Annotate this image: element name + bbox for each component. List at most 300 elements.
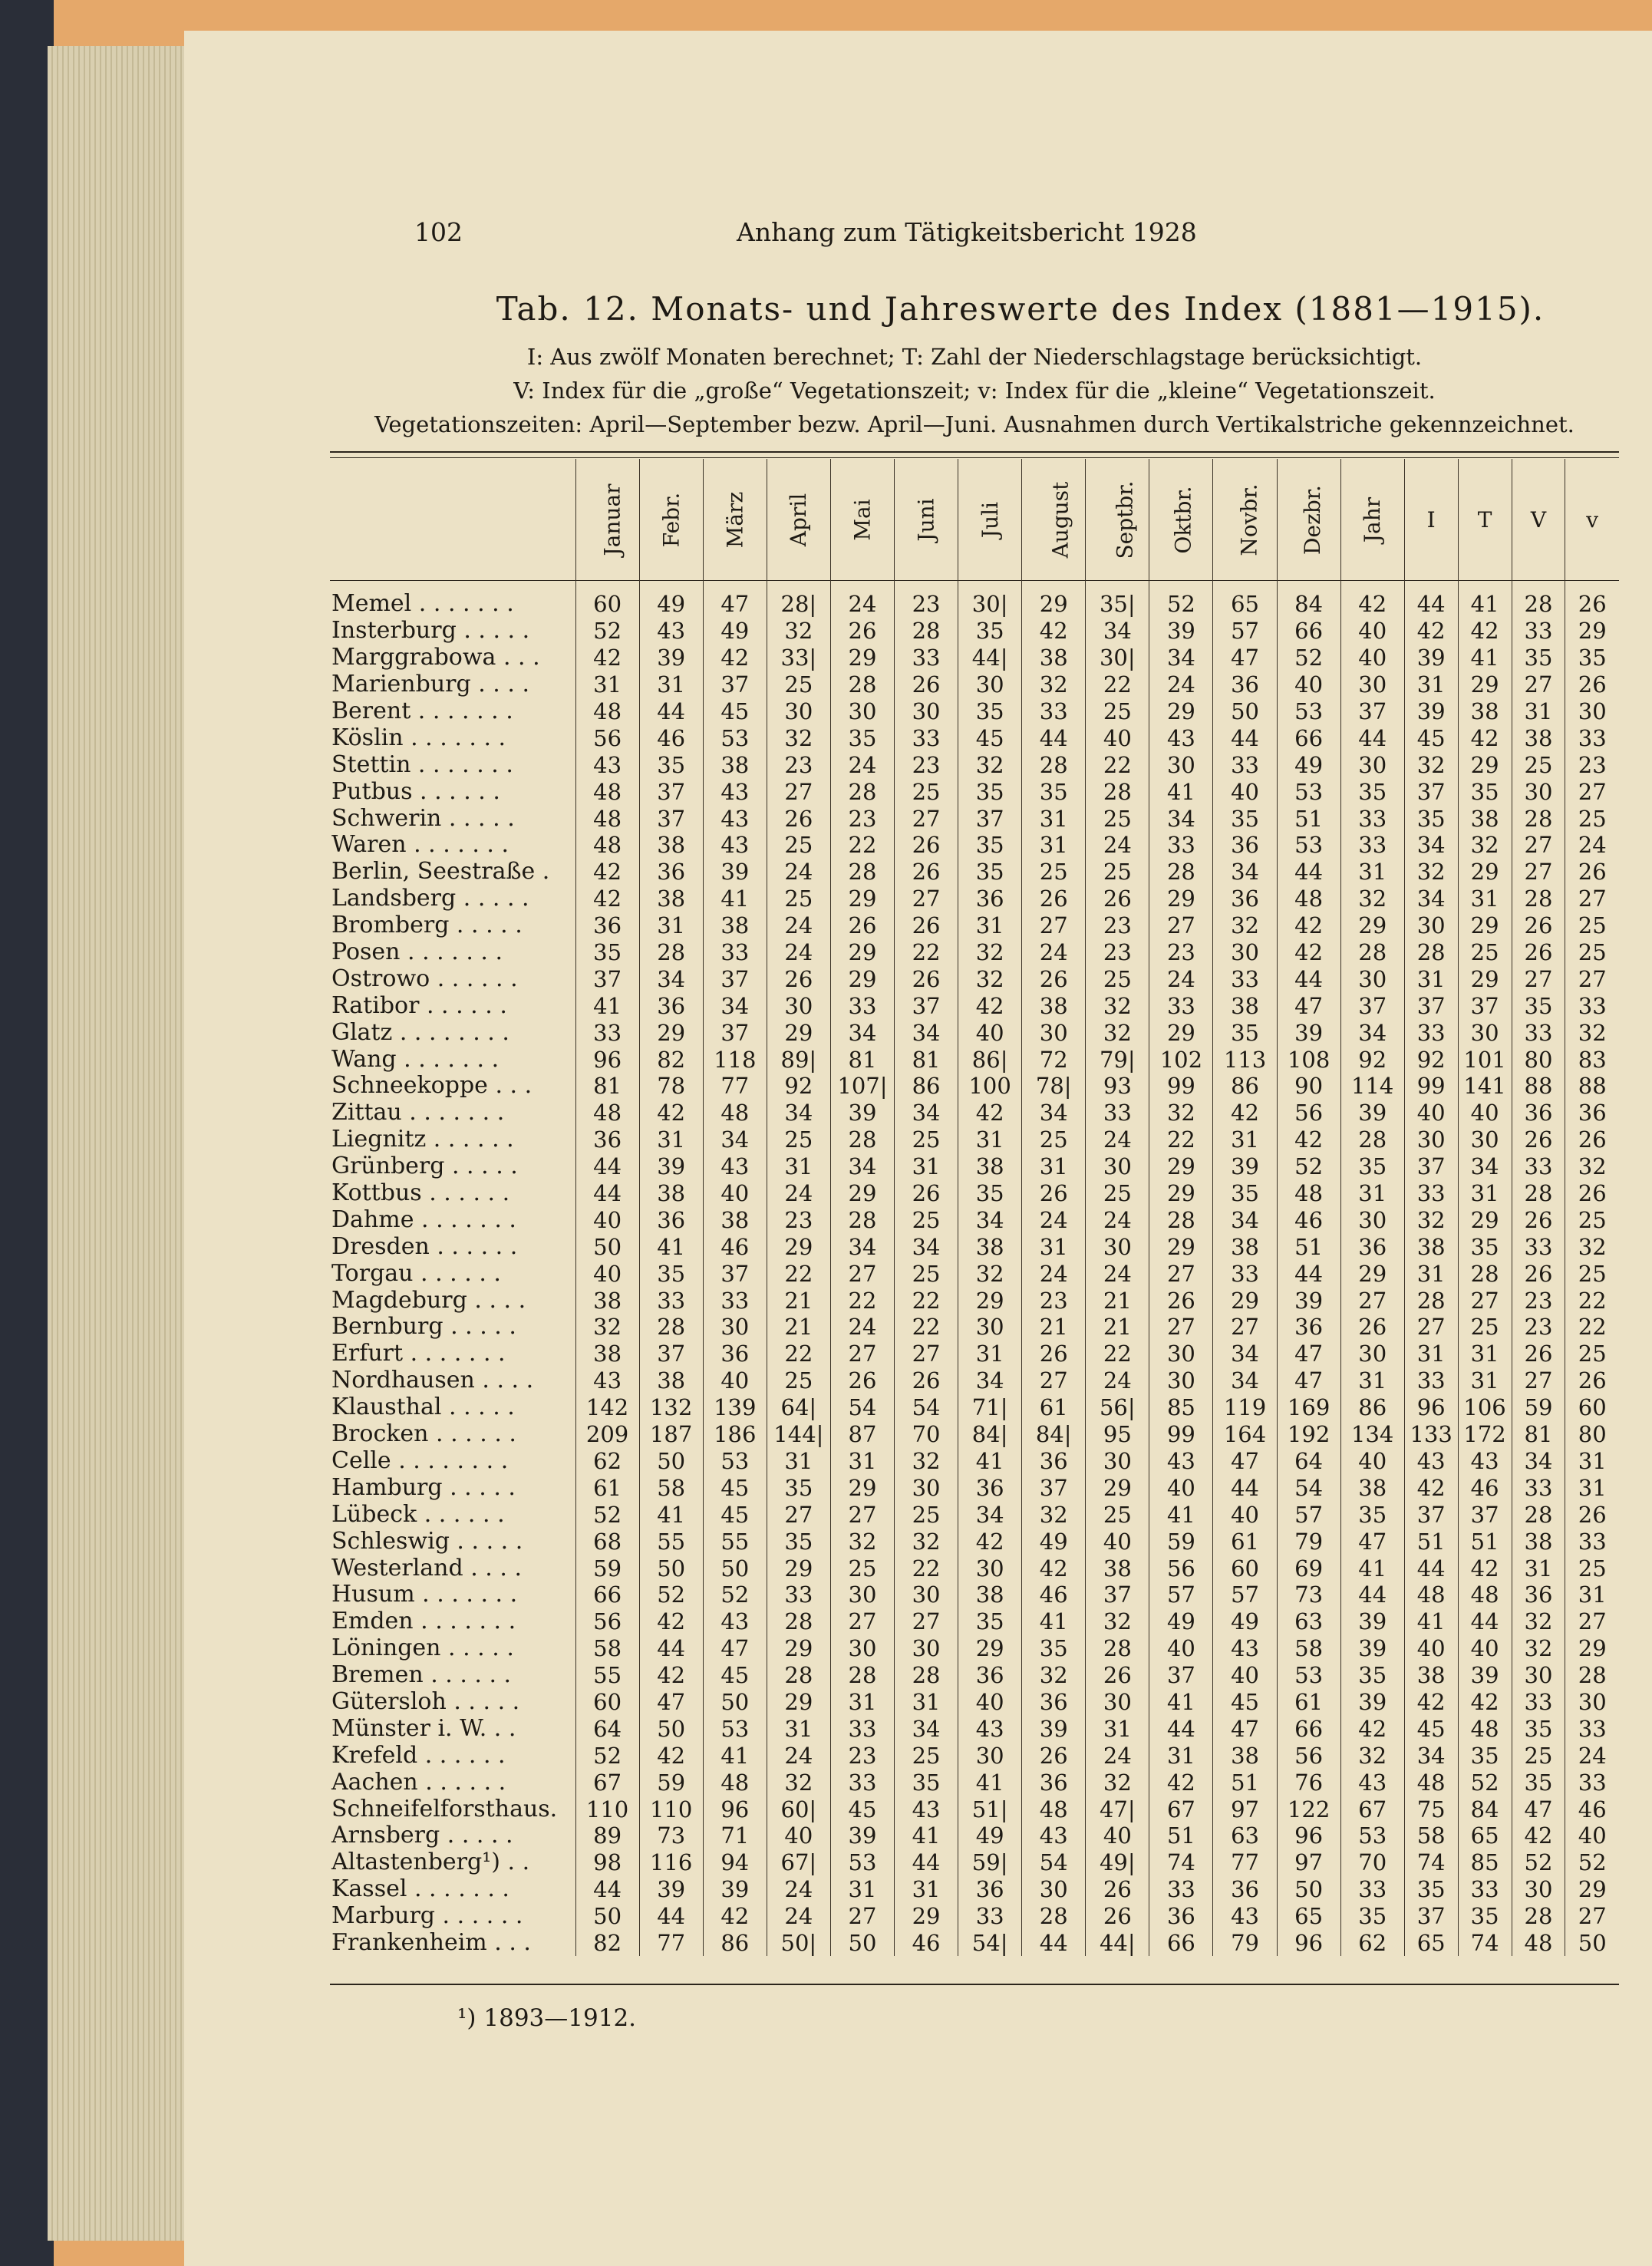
table-cell: 33 bbox=[895, 645, 958, 671]
table-cell: 134 bbox=[1340, 1421, 1404, 1448]
table-cell: 172 bbox=[1458, 1421, 1512, 1448]
table-cell: 30 bbox=[895, 1582, 958, 1608]
table-cell: 31 bbox=[1565, 1448, 1619, 1475]
table-cell: 34 bbox=[639, 965, 703, 992]
table-cell: 30 bbox=[1565, 1689, 1619, 1716]
table-cell: 35 bbox=[1340, 1662, 1404, 1689]
table-cell: 38 bbox=[1404, 1662, 1458, 1689]
table-cell: 33 bbox=[1512, 1689, 1565, 1716]
table-cell: 32 bbox=[958, 1260, 1022, 1287]
table-cell: 48 bbox=[1277, 886, 1340, 912]
table-cell: 27 bbox=[1565, 778, 1619, 805]
table-cell: 27 bbox=[767, 778, 830, 805]
table-cell: 40 bbox=[1213, 1662, 1277, 1689]
table-cell: 28 bbox=[1512, 580, 1565, 618]
table-row bbox=[330, 1930, 1619, 1957]
table-cell: 50 bbox=[1213, 698, 1277, 725]
table-cell: 27 bbox=[1340, 1287, 1404, 1314]
table-cell: 25 bbox=[1022, 1126, 1086, 1153]
table-cell: 50 bbox=[639, 1715, 703, 1742]
table-cell: 37 bbox=[1340, 698, 1404, 725]
table-cell: 37 bbox=[1458, 1501, 1512, 1528]
table-cell: 25 bbox=[1565, 939, 1619, 966]
table-row bbox=[330, 1769, 1619, 1796]
table-cell: 27 bbox=[1512, 1367, 1565, 1394]
table-cell: 34 bbox=[1213, 859, 1277, 886]
table-cell: 29 bbox=[1149, 1180, 1213, 1207]
table-cell: 29 bbox=[1149, 1153, 1213, 1180]
page-header bbox=[414, 217, 1412, 256]
column-header-januar: Januar bbox=[575, 459, 639, 580]
table-cell: 35 bbox=[1512, 1769, 1565, 1796]
table-cell: 48 bbox=[575, 698, 639, 725]
table-cell: 29 bbox=[1086, 1474, 1149, 1501]
table-cell: 23 bbox=[1022, 1287, 1086, 1314]
table-cell: 79| bbox=[1086, 1046, 1149, 1073]
table-cell: 21 bbox=[767, 1314, 830, 1341]
table-cell: 64 bbox=[575, 1715, 639, 1742]
table-cell: 35 bbox=[1340, 778, 1404, 805]
table-cell: 25 bbox=[767, 671, 830, 698]
table-cell: 23 bbox=[767, 1206, 830, 1233]
table-cell: 32 bbox=[1404, 859, 1458, 886]
table-cell: 26 bbox=[830, 618, 894, 645]
table-cell: 30 bbox=[830, 1635, 894, 1662]
table-cell: 44 bbox=[575, 1876, 639, 1903]
table-cell: 78 bbox=[639, 1073, 703, 1100]
table-cell: 39 bbox=[1340, 1635, 1404, 1662]
station-name: Stettin . . . . . . . bbox=[331, 751, 513, 778]
station-name: Hamburg . . . . . bbox=[331, 1474, 516, 1501]
table-cell: 30 bbox=[895, 1474, 958, 1501]
table-cell: 86 bbox=[1213, 1073, 1277, 1100]
table-cell: 42 bbox=[1022, 618, 1086, 645]
table-cell: 51 bbox=[1277, 1233, 1340, 1260]
table-cell: 22 bbox=[895, 1555, 958, 1582]
table-cell: 27 bbox=[1512, 859, 1565, 886]
table-cell: 27 bbox=[830, 1341, 894, 1367]
table-cell: 43 bbox=[1149, 1448, 1213, 1475]
table-cell: 50 bbox=[575, 1233, 639, 1260]
table-cell: 31 bbox=[958, 1126, 1022, 1153]
table-cell: 33 bbox=[1512, 1019, 1565, 1046]
table-cell: 31 bbox=[1404, 1260, 1458, 1287]
table-row bbox=[330, 1822, 1619, 1849]
table-row bbox=[330, 698, 1619, 725]
table-cell: 38 bbox=[958, 1153, 1022, 1180]
table-cell: 30 bbox=[1149, 1367, 1213, 1394]
table-cell: 26 bbox=[1512, 1126, 1565, 1153]
table-cell: 29 bbox=[895, 1903, 958, 1930]
table-cell: 42 bbox=[639, 1742, 703, 1769]
table-cell: 22 bbox=[1086, 751, 1149, 778]
table-cell: 30 bbox=[1458, 1126, 1512, 1153]
table-cell: 27 bbox=[830, 1903, 894, 1930]
table-cell: 31 bbox=[1512, 1555, 1565, 1582]
table-row bbox=[330, 1287, 1619, 1314]
station-name: Emden . . . . . . . bbox=[331, 1608, 516, 1635]
table-cell: 22 bbox=[767, 1260, 830, 1287]
table-cell: 30 bbox=[958, 1742, 1022, 1769]
table-cell: 26 bbox=[895, 859, 958, 886]
table-cell: 33 bbox=[1149, 992, 1213, 1019]
table-cell: 38 bbox=[1340, 1474, 1404, 1501]
table-row bbox=[330, 1073, 1619, 1100]
table-cell: 25 bbox=[1565, 1260, 1619, 1287]
table-cell: 39 bbox=[703, 1876, 767, 1903]
table-cell: 60 bbox=[575, 1689, 639, 1716]
table-cell: 42 bbox=[1340, 1715, 1404, 1742]
table-cell: 24 bbox=[830, 1314, 894, 1341]
station-name: Insterburg . . . . . bbox=[331, 617, 530, 645]
table-cell: 110 bbox=[639, 1796, 703, 1822]
table-cell: 82 bbox=[575, 1930, 639, 1957]
table-cell: 61 bbox=[1213, 1528, 1277, 1555]
table-cell: 40 bbox=[1458, 1635, 1512, 1662]
table-cell: 29 bbox=[1149, 886, 1213, 912]
table-cell: 29 bbox=[1458, 912, 1512, 939]
table-row bbox=[330, 1046, 1619, 1073]
table-cell: 46 bbox=[1277, 1206, 1340, 1233]
page-number: 102 bbox=[414, 217, 463, 247]
table-row bbox=[330, 645, 1619, 671]
table-cell: 36 bbox=[1512, 1582, 1565, 1608]
table-cell: 42 bbox=[1458, 724, 1512, 751]
table-cell: 40 bbox=[1458, 1100, 1512, 1126]
table-cell: 33 bbox=[1565, 1715, 1619, 1742]
table-cell: 25 bbox=[1565, 912, 1619, 939]
table-cell: 89| bbox=[767, 1046, 830, 1073]
table-cell: 57 bbox=[1149, 1582, 1213, 1608]
table-cell: 32 bbox=[1404, 1206, 1458, 1233]
table-cell: 30 bbox=[1404, 912, 1458, 939]
table-cell: 48 bbox=[703, 1100, 767, 1126]
table-row bbox=[330, 805, 1619, 832]
table-cell: 41 bbox=[703, 1742, 767, 1769]
table-cell: 48 bbox=[1277, 1180, 1340, 1207]
table-cell: 44 bbox=[1149, 1715, 1213, 1742]
station-name: Zittau . . . . . . . bbox=[331, 1099, 505, 1126]
table-cell: 44 bbox=[1213, 724, 1277, 751]
table-cell: 21 bbox=[1086, 1314, 1149, 1341]
table-cell: 32 bbox=[1022, 1501, 1086, 1528]
table-cell: 31 bbox=[1149, 1742, 1213, 1769]
table-cell: 28 bbox=[1086, 1635, 1149, 1662]
table-cell: 51| bbox=[958, 1796, 1022, 1822]
table-cell: 47 bbox=[639, 1689, 703, 1716]
table-cell: 21 bbox=[1022, 1314, 1086, 1341]
table-cell: 30 bbox=[1340, 965, 1404, 992]
table-cell: 67 bbox=[1340, 1796, 1404, 1822]
table-cell: 24 bbox=[1086, 1742, 1149, 1769]
table-cell: 44 bbox=[1022, 724, 1086, 751]
table-cell: 31 bbox=[639, 671, 703, 698]
table-cell: 39 bbox=[1404, 645, 1458, 671]
table-cell: 38 bbox=[1512, 724, 1565, 751]
table-cell: 37 bbox=[1458, 992, 1512, 1019]
table-cell: 38 bbox=[703, 751, 767, 778]
table-row bbox=[330, 1421, 1619, 1448]
table-cell: 35 bbox=[1340, 1153, 1404, 1180]
table-cell: 31 bbox=[895, 1689, 958, 1716]
table-cell: 28 bbox=[1340, 939, 1404, 966]
table-row bbox=[330, 992, 1619, 1019]
table-cell: 35 bbox=[895, 1769, 958, 1796]
table-cell: 70 bbox=[895, 1421, 958, 1448]
subtitle-line-3: Vegetationszeiten: April—September bezw. April—Juni. Ausnahmen durch Vertikalstriche gekennzeichnet. bbox=[374, 411, 1575, 437]
table-cell: 54 bbox=[1277, 1474, 1340, 1501]
table-cell: 44 bbox=[895, 1849, 958, 1876]
column-header-oktober: Oktbr. bbox=[1149, 459, 1213, 580]
table-cell: 29 bbox=[1565, 1876, 1619, 1903]
station-name: Glatz . . . . . . . . bbox=[331, 1019, 509, 1046]
table-cell: 34 bbox=[830, 1153, 894, 1180]
station-column-header bbox=[330, 459, 575, 580]
table-cell: 26 bbox=[1149, 1287, 1213, 1314]
table-cell: 110 bbox=[575, 1796, 639, 1822]
table-top-rule bbox=[330, 451, 1619, 453]
table-cell: 58 bbox=[1277, 1635, 1340, 1662]
table-cell: 37 bbox=[703, 965, 767, 992]
table-cell: 45 bbox=[1404, 724, 1458, 751]
table-cell: 22 bbox=[1149, 1126, 1213, 1153]
table-cell: 42 bbox=[575, 886, 639, 912]
running-title: Anhang zum Tätigkeitsbericht 1928 bbox=[737, 217, 1197, 247]
table-cell: 35 bbox=[575, 939, 639, 966]
table-cell: 30 bbox=[1086, 1233, 1149, 1260]
table-cell: 113 bbox=[1213, 1046, 1277, 1073]
table-cell: 28 bbox=[1512, 805, 1565, 832]
table-cell: 25 bbox=[1086, 965, 1149, 992]
table-cell: 50 bbox=[703, 1555, 767, 1582]
table-cell: 38 bbox=[1512, 1528, 1565, 1555]
table-cell: 39 bbox=[1458, 1662, 1512, 1689]
table-cell: 96 bbox=[575, 1046, 639, 1073]
table-cell: 31 bbox=[639, 912, 703, 939]
table-cell: 25 bbox=[767, 1126, 830, 1153]
table-cell: 66 bbox=[1277, 1715, 1340, 1742]
table-cell: 56 bbox=[1277, 1100, 1340, 1126]
table-cell: 33 bbox=[1340, 832, 1404, 859]
table-cell: 54 bbox=[1022, 1849, 1086, 1876]
table-cell: 24 bbox=[1149, 671, 1213, 698]
table-header-row bbox=[330, 459, 1619, 580]
table-cell: 29 bbox=[1022, 580, 1086, 618]
table-cell: 53 bbox=[703, 1715, 767, 1742]
table-cell: 47 bbox=[1277, 992, 1340, 1019]
table-cell: 24 bbox=[1022, 939, 1086, 966]
table-cell: 28 bbox=[639, 939, 703, 966]
table-cell: 29 bbox=[830, 886, 894, 912]
table-cell: 27 bbox=[1213, 1314, 1277, 1341]
table-cell: 28 bbox=[1512, 1180, 1565, 1207]
table-cell: 25 bbox=[767, 832, 830, 859]
table-cell: 26 bbox=[895, 1180, 958, 1207]
table-cell: 34 bbox=[1022, 1100, 1086, 1126]
table-cell: 31 bbox=[1512, 698, 1565, 725]
table-cell: 30 bbox=[703, 1314, 767, 1341]
table-cell: 52 bbox=[1512, 1849, 1565, 1876]
station-name: Schneifelforsthaus. bbox=[331, 1796, 558, 1822]
table-cell: 31 bbox=[1022, 1153, 1086, 1180]
table-cell: 27 bbox=[1404, 1314, 1458, 1341]
table-cell: 30 bbox=[767, 698, 830, 725]
table-cell: 22 bbox=[1565, 1287, 1619, 1314]
table-cell: 35 bbox=[958, 618, 1022, 645]
table-cell: 90 bbox=[1277, 1073, 1340, 1100]
station-name: Klausthal . . . . . bbox=[331, 1394, 515, 1421]
table-cell: 81 bbox=[575, 1073, 639, 1100]
table-cell: 24 bbox=[1022, 1206, 1086, 1233]
table-cell: 27 bbox=[895, 886, 958, 912]
station-name: Nordhausen . . . . bbox=[331, 1367, 534, 1394]
table-cell: 48 bbox=[1404, 1582, 1458, 1608]
table-cell: 34 bbox=[1340, 1019, 1404, 1046]
table-cell: 67| bbox=[767, 1849, 830, 1876]
table-cell: 38 bbox=[703, 1206, 767, 1233]
table-cell: 37 bbox=[639, 1341, 703, 1367]
table-cell: 31 bbox=[1458, 886, 1512, 912]
table-cell: 62 bbox=[1340, 1930, 1404, 1957]
table-cell: 26 bbox=[830, 912, 894, 939]
table-cell: 36 bbox=[575, 1126, 639, 1153]
table-cell: 28 bbox=[1149, 859, 1213, 886]
table-cell: 65 bbox=[1213, 580, 1277, 618]
table-cell: 33 bbox=[958, 1903, 1022, 1930]
table-cell: 52 bbox=[639, 1582, 703, 1608]
table-cell: 34 bbox=[1149, 805, 1213, 832]
table-cell: 21 bbox=[1086, 1287, 1149, 1314]
table-cell: 40 bbox=[1404, 1100, 1458, 1126]
table-cell: 26 bbox=[1022, 965, 1086, 992]
table-cell: 24 bbox=[1086, 1126, 1149, 1153]
table-cell: 133 bbox=[1404, 1421, 1458, 1448]
table-cell: 48 bbox=[575, 1100, 639, 1126]
table-cell: 24 bbox=[1565, 832, 1619, 859]
table-cell: 24 bbox=[1086, 832, 1149, 859]
table-cell: 22 bbox=[767, 1341, 830, 1367]
table-cell: 50 bbox=[639, 1555, 703, 1582]
table-cell: 32 bbox=[958, 751, 1022, 778]
table-cell: 26 bbox=[1086, 1903, 1149, 1930]
table-cell: 36 bbox=[958, 1474, 1022, 1501]
table-cell: 36 bbox=[1022, 1769, 1086, 1796]
table-cell: 47 bbox=[1213, 1715, 1277, 1742]
table-cell: 44 bbox=[1022, 1930, 1086, 1957]
table-cell: 41 bbox=[639, 1233, 703, 1260]
table-cell: 43 bbox=[575, 1367, 639, 1394]
table-cell: 118 bbox=[703, 1046, 767, 1073]
table-cell: 32 bbox=[1565, 1019, 1619, 1046]
table-cell: 80 bbox=[1512, 1046, 1565, 1073]
table-row bbox=[330, 751, 1619, 778]
table-cell: 45 bbox=[1213, 1689, 1277, 1716]
station-name: Schneekoppe . . . bbox=[331, 1073, 533, 1100]
table-cell: 37 bbox=[703, 671, 767, 698]
table-cell: 85 bbox=[1458, 1849, 1512, 1876]
table-cell: 44 bbox=[575, 1180, 639, 1207]
table-cell: 33 bbox=[703, 939, 767, 966]
station-name: Löningen . . . . . bbox=[331, 1634, 514, 1662]
table-cell: 29 bbox=[958, 1635, 1022, 1662]
table-row bbox=[330, 1715, 1619, 1742]
table-cell: 42 bbox=[958, 1528, 1022, 1555]
table-cell: 35 bbox=[958, 859, 1022, 886]
table-cell: 78| bbox=[1022, 1073, 1086, 1100]
station-name: Kottbus . . . . . . bbox=[331, 1179, 510, 1207]
table-row bbox=[330, 1206, 1619, 1233]
table-cell: 25 bbox=[1565, 1555, 1619, 1582]
table-cell: 27 bbox=[1565, 886, 1619, 912]
table-cell: 40 bbox=[1340, 645, 1404, 671]
table-cell: 32 bbox=[1512, 1635, 1565, 1662]
table-cell: 29 bbox=[1458, 671, 1512, 698]
table-cell: 41 bbox=[1022, 1608, 1086, 1635]
table-cell: 55 bbox=[639, 1528, 703, 1555]
table-cell: 37 bbox=[1022, 1474, 1086, 1501]
table-cell: 29 bbox=[1340, 1260, 1404, 1287]
table-cell: 47 bbox=[703, 580, 767, 618]
table-cell: 40 bbox=[1565, 1822, 1619, 1849]
table-cell: 33 bbox=[575, 1019, 639, 1046]
table-cell: 36 bbox=[1022, 1448, 1086, 1475]
table-cell: 35 bbox=[1512, 992, 1565, 1019]
table-cell: 32 bbox=[1565, 1233, 1619, 1260]
table-cell: 37 bbox=[1404, 778, 1458, 805]
table-cell: 53 bbox=[1340, 1822, 1404, 1849]
table-cell: 40 bbox=[767, 1822, 830, 1849]
table-cell: 97 bbox=[1213, 1796, 1277, 1822]
table-cell: 47 bbox=[1213, 1448, 1277, 1475]
table-cell: 31 bbox=[1022, 1233, 1086, 1260]
table-row bbox=[330, 1260, 1619, 1287]
table-cell: 52 bbox=[575, 618, 639, 645]
table-cell: 46 bbox=[1565, 1796, 1619, 1822]
table-cell: 132 bbox=[639, 1394, 703, 1421]
table-cell: 29 bbox=[767, 1635, 830, 1662]
table-cell: 116 bbox=[639, 1849, 703, 1876]
station-name: Ostrowo . . . . . . bbox=[331, 965, 518, 992]
table-cell: 26 bbox=[1512, 1341, 1565, 1367]
table-cell: 33 bbox=[1149, 1876, 1213, 1903]
table-cell: 141 bbox=[1458, 1073, 1512, 1100]
table-cell: 29 bbox=[639, 1019, 703, 1046]
table-cell: 33 bbox=[830, 1715, 894, 1742]
table-cell: 30 bbox=[1022, 1876, 1086, 1903]
column-header-jahr: Jahr bbox=[1340, 459, 1404, 580]
table-cell: 42 bbox=[958, 992, 1022, 1019]
table-cell: 36 bbox=[703, 1341, 767, 1367]
table-cell: 65 bbox=[1277, 1903, 1340, 1930]
table-cell: 33 bbox=[1340, 1876, 1404, 1903]
table-cell: 25 bbox=[895, 1126, 958, 1153]
table-cell: 37 bbox=[1149, 1662, 1213, 1689]
table-cell: 31 bbox=[639, 1126, 703, 1153]
table-cell: 38 bbox=[639, 1180, 703, 1207]
table-cell: 31 bbox=[1086, 1715, 1149, 1742]
table-cell: 38 bbox=[1022, 645, 1086, 671]
table-cell: 84| bbox=[1022, 1421, 1086, 1448]
table-cell: 119 bbox=[1213, 1394, 1277, 1421]
column-header-v-small: v bbox=[1565, 459, 1619, 580]
table-cell: 54| bbox=[958, 1930, 1022, 1957]
table-cell: 55 bbox=[575, 1662, 639, 1689]
table-cell: 40 bbox=[1086, 724, 1149, 751]
table-cell: 23 bbox=[1086, 912, 1149, 939]
table-cell: 27 bbox=[895, 1608, 958, 1635]
table-cell: 62 bbox=[575, 1448, 639, 1475]
table-cell: 33 bbox=[1086, 1100, 1149, 1126]
